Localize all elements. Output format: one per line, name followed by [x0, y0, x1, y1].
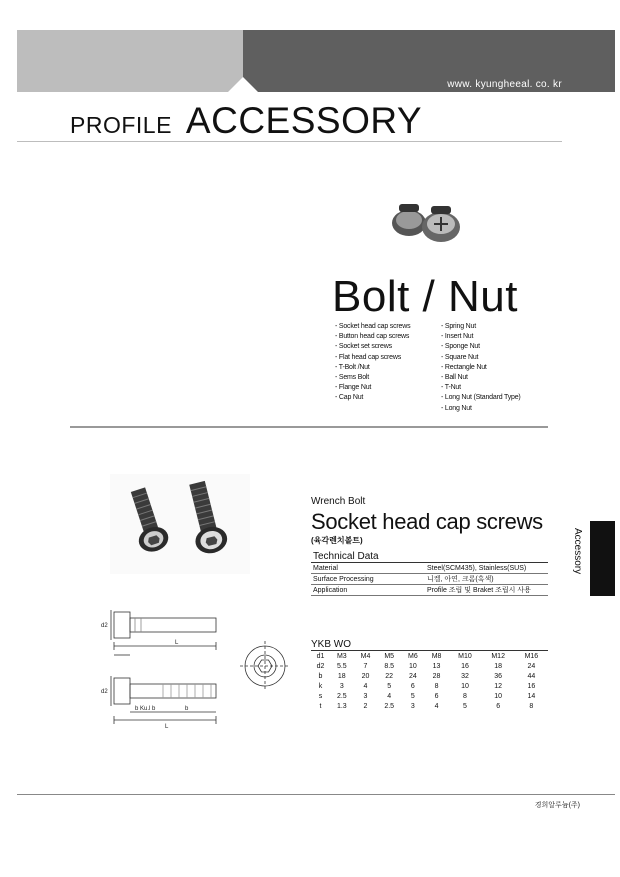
table-cell: 8 [434, 682, 439, 690]
accessory-side-tab [590, 521, 615, 596]
table-cell: Application [311, 585, 425, 596]
nut-list [441, 322, 521, 414]
list-item: - Rectangle Nut [441, 363, 521, 373]
page-title [70, 100, 422, 142]
list-item: - Ball Nut [441, 373, 521, 383]
list-item: - Flange Nut [335, 383, 410, 393]
drawing-label: L [175, 640, 179, 646]
table-cell: 10 [408, 662, 417, 670]
table-cell: 3 [410, 702, 415, 710]
table-cell: 5 [410, 692, 415, 700]
drawing-label: d2 [101, 689, 108, 695]
table-cell: M6 [408, 652, 418, 660]
table-cell: 3 [363, 692, 368, 700]
list-item: - T-Bolt /Nut [335, 363, 410, 373]
table-cell: 6 [496, 702, 501, 710]
table-cell: 32 [461, 672, 469, 680]
header-band-left [17, 30, 243, 92]
table-cell: 18 [494, 662, 503, 670]
table-header: Technical Data [311, 551, 548, 563]
table-cell: 3 [339, 682, 344, 690]
product-title: Socket head cap screws [311, 509, 543, 534]
list-item: - Flat head cap screws [335, 353, 410, 363]
drawing-label: b [185, 706, 189, 712]
table-cell: 36 [494, 672, 503, 680]
table-cell: 2.5 [336, 692, 347, 700]
accessory-side-label: Accessory [572, 528, 583, 575]
table-cell: 28 [432, 672, 441, 680]
table-cell: 24 [527, 662, 536, 670]
table-cell: 13 [432, 662, 441, 670]
table-cell: M12 [491, 652, 505, 660]
table-cell: 5 [463, 702, 467, 710]
section-rule [70, 426, 548, 428]
table-cell: M5 [384, 652, 395, 660]
table-cell: Surface Processing [311, 574, 425, 585]
table-cell: 16 [461, 662, 469, 670]
table-cell: 14 [527, 692, 536, 700]
list-item: - Long Nut [441, 404, 521, 414]
list-item: - T-Nut [441, 383, 521, 393]
table-cell: 6 [410, 682, 415, 690]
table-row [311, 585, 548, 596]
table-cell: k [318, 682, 323, 690]
drawing-label: L [165, 724, 169, 730]
table-cell: 7 [363, 662, 368, 670]
table-cell: d1 [316, 652, 325, 660]
table-cell: Material [311, 563, 425, 574]
table-cell: Profile 조립 및 Braket 조립시 사용 [425, 585, 548, 596]
website-url[interactable]: www. kyungheeal. co. kr [447, 79, 562, 90]
list-item: - Socket head cap screws [335, 322, 410, 332]
list-item: - Insert Nut [441, 332, 521, 342]
table-cell: 10 [494, 692, 503, 700]
table-cell: d2 [316, 662, 325, 670]
table-cell: M8 [431, 652, 442, 660]
table-cell: M16 [524, 652, 539, 660]
list-item: - Spring Nut [441, 322, 521, 332]
title-accessory: ACCESSORY [185, 100, 423, 141]
socket-screw-photo [110, 474, 250, 574]
title-profile: PROFILE [70, 112, 172, 138]
dimensions-table [311, 639, 548, 711]
table-cell: 4 [363, 682, 368, 690]
table-cell: Steel(SCM435), Stainless(SUS) [425, 563, 548, 574]
table-cell: 22 [385, 672, 394, 680]
table-row [311, 671, 548, 681]
table-row [311, 563, 548, 574]
table-cell: 1.3 [336, 702, 347, 710]
title-rule [17, 141, 562, 142]
table-cell: 5.5 [336, 662, 347, 670]
bolt-nut-photo [385, 198, 465, 248]
technical-drawing [95, 600, 290, 740]
drawing-label: b Ku.l b [135, 706, 156, 712]
table-cell: 44 [527, 672, 536, 680]
table-row [311, 691, 548, 701]
header-notch [228, 77, 258, 92]
table-cell: 12 [494, 682, 503, 690]
table-cell: M3 [336, 652, 347, 660]
table-row [311, 701, 548, 711]
table-row [311, 681, 548, 691]
table-header: YKB WO [311, 639, 548, 651]
table-cell: 6 [434, 692, 439, 700]
list-item: - Button head cap screws [335, 332, 410, 342]
footer-rule [17, 794, 615, 795]
table-cell: 18 [337, 672, 346, 680]
table-row [311, 574, 548, 585]
table-cell: 니켈, 아연, 크롬(흑색) [425, 574, 548, 585]
list-item: - Sems Bolt [335, 373, 410, 383]
bolt-nut-title: Bolt / Nut [332, 272, 518, 321]
product-subtitle: Wrench Bolt [311, 496, 366, 507]
product-korean-name: (육각렌치볼트) [311, 536, 363, 545]
table-cell: M10 [458, 652, 472, 660]
list-item: - Socket set screws [335, 342, 410, 352]
table-cell: M4 [360, 652, 371, 660]
table-header-row [311, 651, 548, 662]
drawing-label: d2 [101, 623, 108, 629]
table-cell: 20 [361, 672, 370, 680]
technical-data-table [311, 551, 548, 596]
table-cell: 8 [463, 692, 467, 700]
table-cell: 5 [387, 682, 392, 690]
list-item: - Sponge Nut [441, 342, 521, 352]
table-cell: 8 [529, 702, 534, 710]
table-row [311, 661, 548, 671]
table-cell: 24 [408, 672, 417, 680]
table-cell: b [318, 672, 323, 680]
list-item: - Long Nut (Standard Type) [441, 393, 521, 403]
footer-company: 경희알루늄(주) [534, 802, 580, 809]
table-cell: t [319, 702, 322, 710]
list-item: - Cap Nut [335, 393, 410, 403]
list-item: - Square Nut [441, 353, 521, 363]
table-cell: 2 [363, 702, 368, 710]
bolt-list [335, 322, 410, 404]
table-cell: 8.5 [384, 662, 395, 670]
table-cell: 2.5 [384, 702, 395, 710]
table-cell: 4 [387, 692, 392, 700]
table-cell: 10 [461, 682, 469, 690]
table-cell: 4 [434, 702, 439, 710]
table-cell: 16 [527, 682, 536, 690]
table-cell: s [318, 692, 323, 700]
